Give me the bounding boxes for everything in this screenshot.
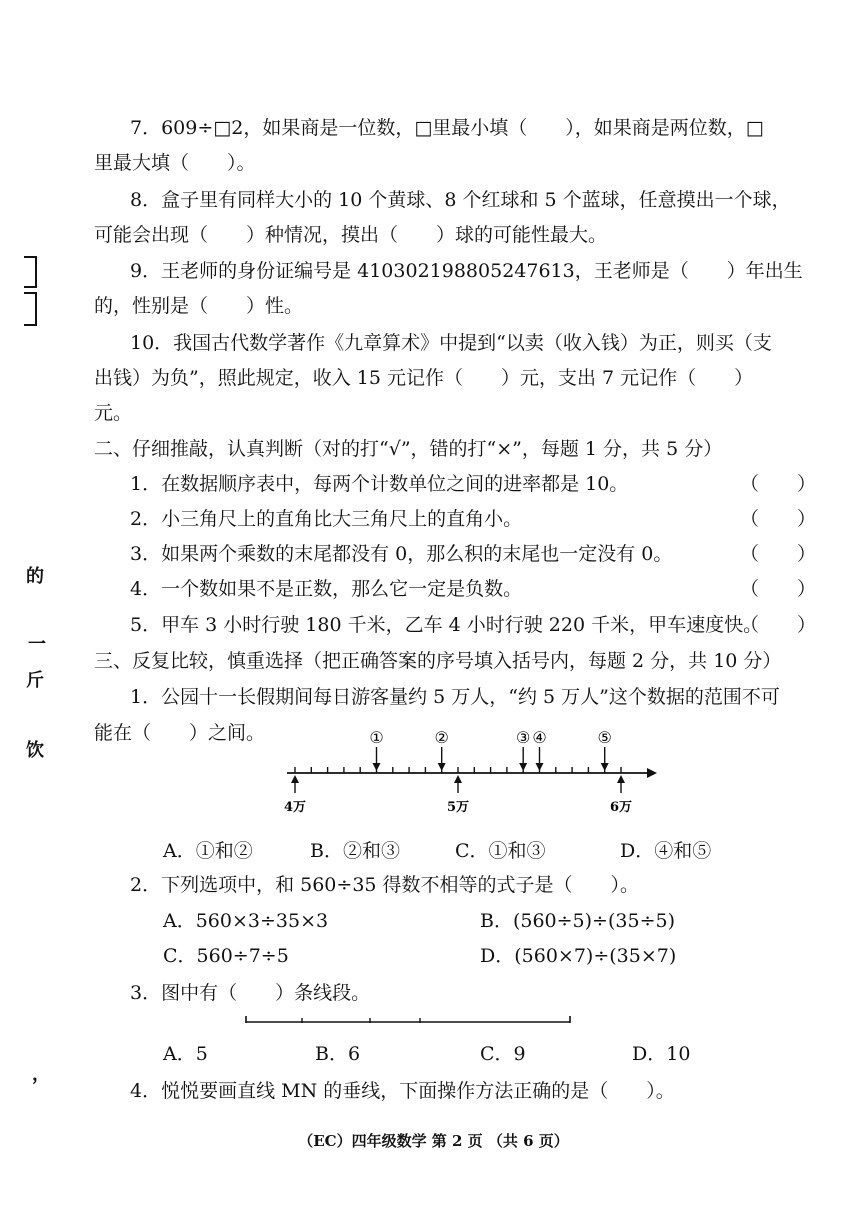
choice-q2-option-b[interactable]: B．(560÷5)÷(35÷5) bbox=[480, 910, 675, 932]
choice-q3-stem: 3．图中有（ ）条线段。 bbox=[130, 982, 371, 1004]
label-arrow-head bbox=[617, 775, 625, 783]
judge-item-3: 3．如果两个乘数的末尾都没有 0，那么积的末尾也一定没有 0。 bbox=[130, 543, 673, 565]
marker-label: ⑤ bbox=[597, 728, 612, 747]
label-arrow-head bbox=[454, 775, 462, 783]
judge-answer-1[interactable]: （ ） bbox=[740, 473, 817, 495]
choice-q2-option-d[interactable]: D．(560×7)÷(35×7) bbox=[480, 945, 677, 967]
choice-q1-line-2: 能在（ ）之间。 bbox=[94, 722, 266, 744]
question-7-line-2: 里最大填（ ）。 bbox=[94, 152, 256, 174]
marker-arrow-head bbox=[601, 763, 609, 771]
question-10-line-3: 元。 bbox=[94, 402, 133, 424]
label-arrow-head bbox=[291, 775, 299, 783]
axis-label: 4万 bbox=[283, 800, 307, 815]
choice-q1-option-d[interactable]: D．④和⑤ bbox=[620, 840, 712, 862]
number-line-arrowhead bbox=[647, 768, 657, 778]
choice-q3-option-c[interactable]: C．9 bbox=[480, 1043, 526, 1065]
marker-arrow-head bbox=[438, 763, 446, 771]
binding-bracket bbox=[22, 255, 42, 327]
margin-char-4: 饮 bbox=[26, 740, 44, 761]
number-line-diagram bbox=[270, 725, 670, 825]
choice-q1-option-a[interactable]: A．①和② bbox=[163, 840, 253, 862]
marker-arrow-head bbox=[536, 763, 544, 771]
judge-answer-2[interactable]: （ ） bbox=[740, 508, 817, 530]
question-8-line-1: 8．盒子里有同样大小的 10 个黄球、8 个红球和 5 个蓝球，任意摸出一个球， bbox=[130, 189, 791, 211]
judge-answer-4[interactable]: （ ） bbox=[740, 578, 817, 600]
margin-char-2: 一 bbox=[28, 634, 46, 655]
margin-char-1: 的 bbox=[26, 566, 44, 587]
judge-item-5: 5．甲车 3 小时行驶 180 千米，乙车 4 小时行驶 220 千米，甲车速度快。 bbox=[130, 614, 763, 636]
judge-answer-5[interactable]: （ ） bbox=[740, 614, 817, 636]
question-10-line-1: 10．我国古代数学著作《九章算术》中提到“以卖（收入钱）为正，则买（支 bbox=[130, 332, 772, 354]
axis-label: 5万 bbox=[446, 800, 470, 815]
question-9-line-1: 9．王老师的身份证编号是 410302198805247613，王老师是（ ）年出生 bbox=[130, 260, 803, 282]
question-10-line-2: 出钱）为负”，照此规定，收入 15 元记作（ ）元，支出 7 元记作（ ） bbox=[94, 367, 754, 389]
choice-q3-option-d[interactable]: D．10 bbox=[632, 1043, 691, 1065]
marker-arrow-head bbox=[373, 763, 381, 771]
judge-item-1: 1．在数据顺序表中，每两个计数单位之间的进率都是 10。 bbox=[130, 473, 629, 495]
marker-label: ② bbox=[434, 728, 449, 747]
choice-q2-stem: 2．下列选项中，和 560÷35 得数不相等的式子是（ ）。 bbox=[130, 874, 640, 896]
question-7-line-1: 7．609÷□2，如果商是一位数，□里最小填（ ），如果商是两位数，□ bbox=[130, 117, 764, 139]
judge-answer-3[interactable]: （ ） bbox=[740, 543, 817, 565]
section-3-heading: 三、反复比较，慎重选择（把正确答案的序号填入括号内，每题 2 分，共 10 分） bbox=[94, 650, 782, 672]
question-9-line-2: 的，性别是（ ）性。 bbox=[94, 295, 304, 317]
question-8-line-2: 可能会出现（ ）种情况，摸出（ ）球的可能性最大。 bbox=[94, 224, 608, 246]
choice-q1-line-1: 1．公园十一长假期间每日游客量约 5 万人，“约 5 万人”这个数据的范围不可 bbox=[130, 686, 780, 708]
margin-char-3: 斤 bbox=[26, 670, 44, 691]
choice-q3-option-a[interactable]: A．5 bbox=[163, 1043, 208, 1065]
marker-label: ④ bbox=[532, 728, 547, 747]
choice-q2-option-a[interactable]: A．560×3÷35×3 bbox=[163, 910, 329, 932]
axis-label: 6万 bbox=[609, 800, 633, 815]
choice-q3-option-b[interactable]: B．6 bbox=[315, 1043, 361, 1065]
marker-label: ① bbox=[369, 728, 384, 747]
marker-label: ③ bbox=[516, 728, 531, 747]
choice-q1-option-c[interactable]: C．①和③ bbox=[455, 840, 546, 862]
judge-item-2: 2．小三角尺上的直角比大三角尺上的直角小。 bbox=[130, 508, 523, 530]
section-2-heading: 二、仔细推敲，认真判断（对的打“√”，错的打“×”，每题 1 分，共 5 分） bbox=[94, 438, 723, 460]
choice-q4-stem: 4．悦悦要画直线 MN 的垂线，下面操作方法正确的是（ ）。 bbox=[130, 1080, 675, 1102]
choice-q2-option-c[interactable]: C．560÷7÷5 bbox=[163, 945, 289, 967]
choice-q1-option-b[interactable]: B．②和③ bbox=[310, 840, 400, 862]
judge-item-4: 4．一个数如果不是正数，那么它一定是负数。 bbox=[130, 578, 523, 600]
page-footer: （EC）四年级数学 第 2 页 （共 6 页） bbox=[298, 1132, 569, 1150]
marker-arrow-head bbox=[519, 763, 527, 771]
margin-char-5: ， bbox=[32, 1064, 50, 1085]
segment-diagram bbox=[240, 1010, 580, 1030]
